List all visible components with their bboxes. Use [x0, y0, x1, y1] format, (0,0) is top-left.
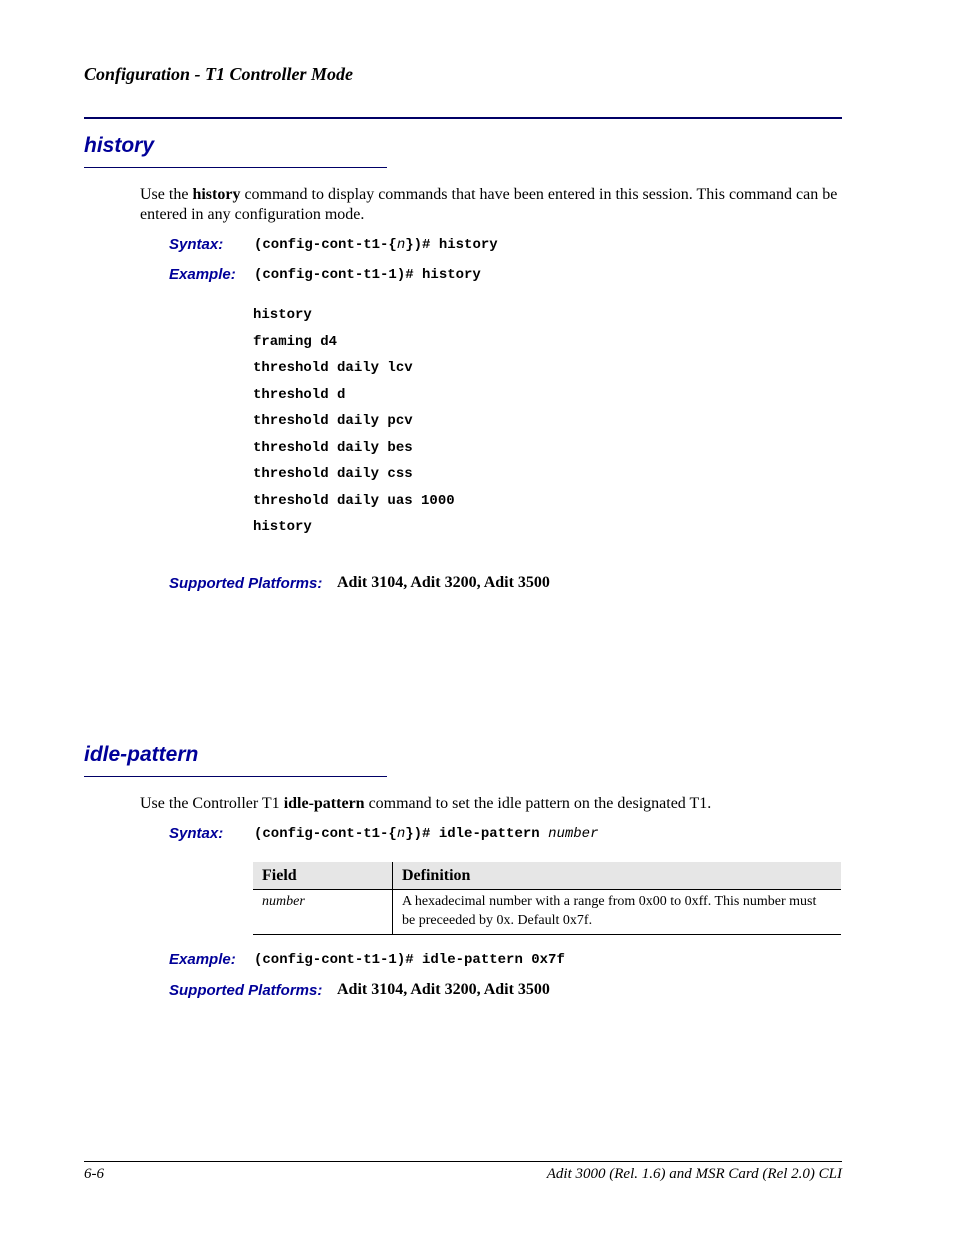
- history-syntax-label: Syntax:: [169, 236, 224, 253]
- document-title: Adit 3000 (Rel. 1.6) and MSR Card (Rel 2.0) CLI: [546, 1166, 842, 1182]
- history-output-line: threshold daily uas 1000: [253, 493, 455, 509]
- history-output-line: threshold d: [253, 387, 346, 403]
- table-row: [253, 890, 841, 935]
- table-header-row: [253, 862, 841, 890]
- field-definition-table: [253, 862, 841, 935]
- history-platforms-label: Supported Platforms:: [169, 575, 323, 592]
- history-platforms: Adit 3104, Adit 3200, Adit 3500: [337, 574, 550, 591]
- history-output-line: threshold daily lcv: [253, 360, 413, 376]
- idle-pattern-syntax-label: Syntax:: [169, 825, 224, 842]
- idle-pattern-example-label: Example:: [169, 951, 236, 968]
- history-output-line: threshold daily pcv: [253, 413, 413, 429]
- running-header: Configuration - T1 Controller Mode: [84, 64, 354, 84]
- idle-pattern-syntax: (config-cont-t1-{n})# idle-pattern number: [254, 826, 599, 842]
- table-cell-definition: A hexadecimal number with a range from 0x00 to 0xff. This number must be preceeded by 0x. Default 0x7f.: [393, 890, 842, 935]
- history-output-line: history: [253, 519, 312, 535]
- table-cell-field: number: [253, 890, 393, 935]
- history-output-line: history: [253, 307, 312, 323]
- history-example: (config-cont-t1-1)# history: [254, 267, 481, 283]
- idle-pattern-platforms: Adit 3104, Adit 3200, Adit 3500: [337, 981, 550, 998]
- section-title-history: history: [84, 134, 155, 157]
- history-example-label: Example:: [169, 266, 236, 283]
- idle-pattern-platforms-label: Supported Platforms:: [169, 982, 323, 999]
- section-rule-history: [84, 167, 387, 168]
- page-number: 6-6: [84, 1166, 104, 1182]
- idle-pattern-example: (config-cont-t1-1)# idle-pattern 0x7f: [254, 952, 565, 968]
- idle-pattern-description: Use the Controller T1 idle-pattern command to set the idle pattern on the designated T1.: [140, 795, 712, 812]
- history-syntax: (config-cont-t1-{n})# history: [254, 237, 498, 253]
- history-output-line: framing d4: [253, 334, 338, 350]
- section-rule-idle-pattern: [84, 776, 387, 777]
- history-output-line: threshold daily css: [253, 466, 413, 482]
- history-description: Use the history command to display commands that have been entered in this session. This command can be entered in any configuration mode.: [140, 186, 838, 223]
- table-header-definition: Definition: [393, 862, 842, 890]
- history-output-line: threshold daily bes: [253, 440, 413, 456]
- footer-rule: [84, 1161, 842, 1162]
- section-title-idle-pattern: idle-pattern: [84, 743, 199, 766]
- header-rule: [84, 117, 842, 119]
- table-header-field: Field: [253, 862, 393, 890]
